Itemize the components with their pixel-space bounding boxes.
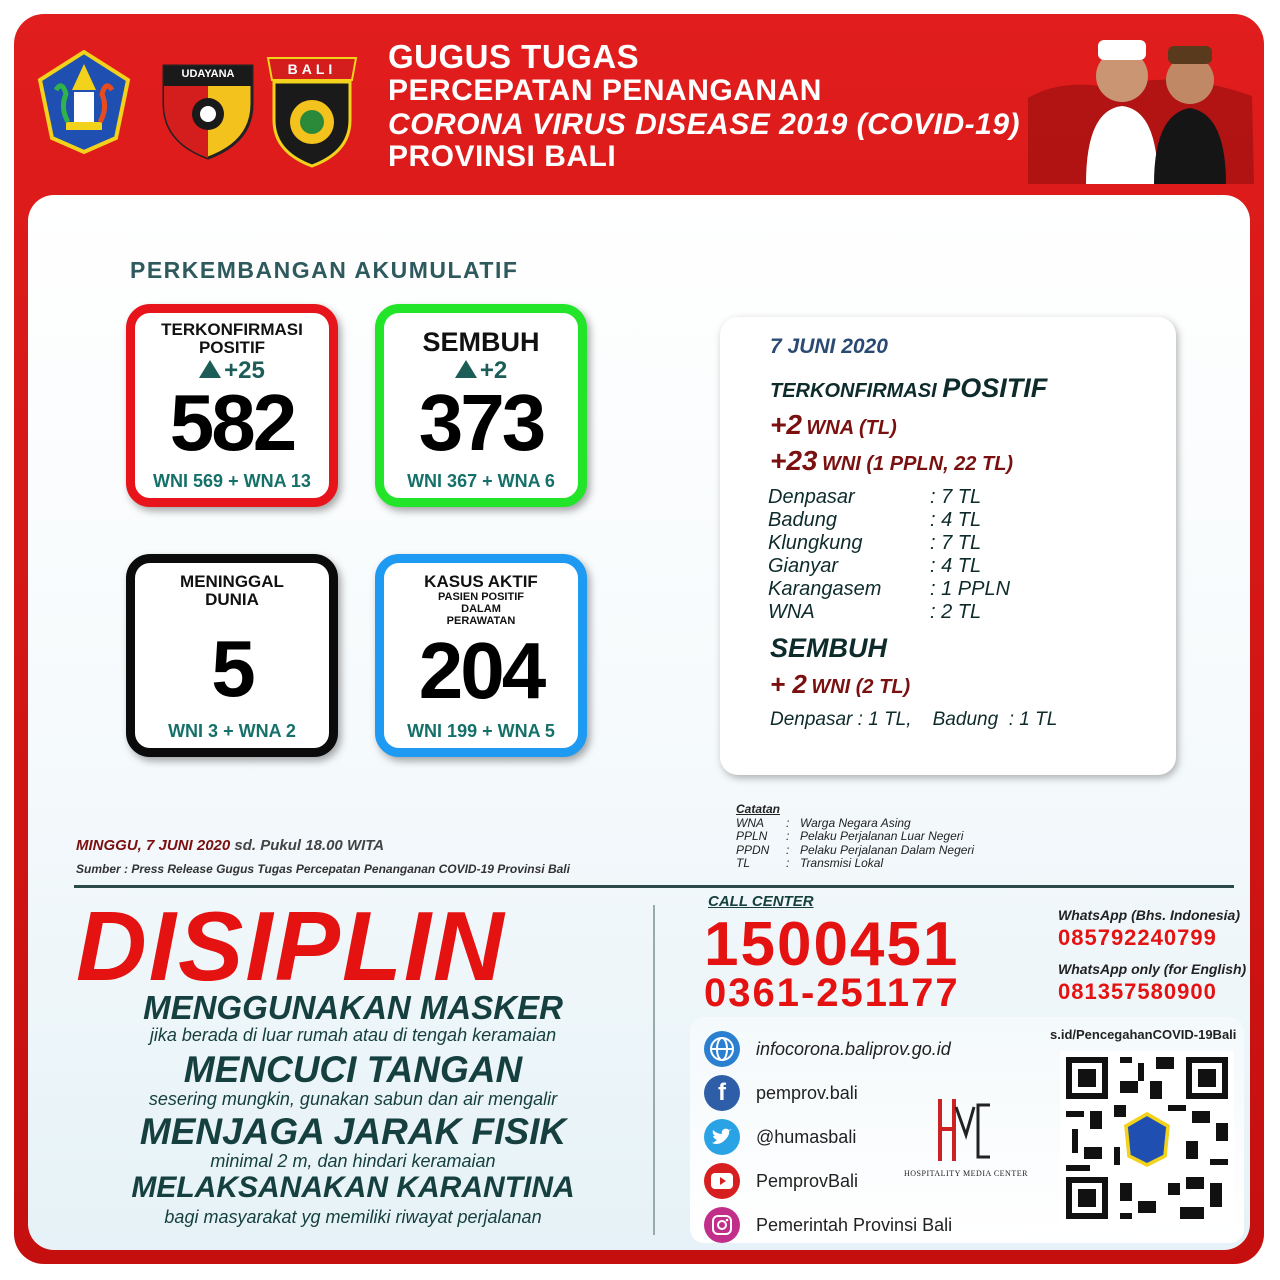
daily-update-box	[720, 317, 1176, 775]
sembuh-heading: SEMBUH	[770, 633, 888, 663]
note-row: WNA : Warga Negara Asing	[736, 815, 911, 830]
sembuh-wni-line: + 2 WNI (2 TL)	[770, 669, 911, 699]
poster-frame	[14, 14, 1264, 1264]
card-positif-foot: WNI 569 + WNA 13	[153, 471, 311, 491]
twitter-icon	[704, 1119, 740, 1155]
whatsapp-english-label: WhatsApp only (for English)	[1058, 961, 1247, 977]
rule-heading: MELAKSANAKAN KARANTINA	[131, 1171, 575, 1204]
card-aktif-value: 204	[418, 626, 544, 715]
globe-icon	[704, 1031, 740, 1067]
card-meninggal-foot: WNI 3 + WNA 2	[168, 721, 296, 741]
header-line-3: CORONA VIRUS DISEASE 2019 (COVID-19)	[388, 108, 1021, 141]
card-meninggal-value: 5	[211, 624, 253, 713]
qr-url[interactable]: s.id/PencegahanCOVID-19Bali	[1050, 1027, 1237, 1042]
governor-portraits	[1022, 18, 1258, 188]
abbreviation-notes	[736, 803, 974, 871]
district-row: Gianyar : 4 TL	[768, 555, 982, 577]
sembuh-detail: Denpasar : 1 TL, Badung : 1 TL	[770, 709, 1058, 730]
udayana-logo	[160, 52, 256, 160]
horizontal-divider	[74, 885, 1234, 888]
report-date-line: MINGGU, 7 JUNI 2020 sd. Pukul 18.00 WITA	[76, 837, 385, 854]
card-meninggal-dunia	[126, 554, 338, 757]
card-sembuh-delta: +2	[384, 359, 578, 383]
notes-title: Catatan	[736, 802, 781, 816]
district-row: Klungkung : 7 TL	[768, 532, 982, 554]
call-center-number-2[interactable]: 0361-251177	[704, 971, 960, 1015]
positif-wna-line: +2 WNA (TL)	[770, 409, 897, 440]
instagram-icon	[704, 1207, 740, 1243]
card-meninggal-title: MENINGGAL DUNIA	[180, 572, 284, 609]
note-row: PPLN : Pelaku Perjalanan Luar Negeri	[736, 829, 964, 843]
bali-province-logo	[36, 50, 132, 154]
card-kasus-aktif	[375, 554, 587, 757]
district-row: Denpasar : 7 TL	[768, 486, 982, 508]
header-line-1: GUGUS TUGAS	[388, 38, 640, 75]
up-triangle-icon	[455, 360, 477, 378]
rule-subtext: minimal 2 m, dan hindari keramaian	[210, 1151, 496, 1171]
rule-subtext: jika berada di luar rumah atau di tengah keramaian	[149, 1025, 557, 1045]
up-triangle-icon	[199, 360, 221, 378]
bali-police-logo-text: BALI	[287, 61, 337, 77]
card-sembuh-value: 373	[418, 378, 544, 467]
disiplin-title: DISIPLIN	[76, 891, 506, 1001]
district-row: Karangasem : 1 PPLN	[768, 578, 1011, 600]
card-sembuh-foot: WNI 367 + WNA 6	[407, 471, 555, 491]
card-positif-value: 582	[169, 378, 295, 467]
note-row: TL : Transmisi Lokal	[736, 856, 884, 870]
call-center-label: CALL CENTER	[708, 893, 814, 910]
card-positif-title: TERKONFIRMASI POSITIF	[161, 320, 303, 357]
hmc-logo	[930, 1095, 994, 1165]
card-sembuh-title: SEMBUH	[422, 327, 540, 357]
positif-heading: TERKONFIRMASI POSITIF	[770, 373, 1048, 403]
youtube-icon	[704, 1163, 740, 1199]
whatsapp-english-number[interactable]: 081357580900	[1058, 979, 1217, 1004]
vertical-divider	[653, 905, 655, 1235]
facebook-icon: f	[704, 1075, 740, 1111]
udayana-logo-text: UDAYANA	[181, 68, 235, 80]
card-aktif-subtitle: PASIEN POSITIF DALAM PERAWATAN	[438, 591, 524, 627]
district-row: Badung : 4 TL	[768, 509, 982, 531]
whatsapp-indonesia-label: WhatsApp (Bhs. Indonesia)	[1058, 907, 1240, 923]
note-row: PPDN : Pelaku Perjalanan Dalam Negeri	[736, 842, 975, 857]
card-aktif-title: KASUS AKTIF	[424, 572, 538, 591]
district-row: WNA : 2 TL	[768, 601, 982, 623]
update-date: 7 JUNI 2020	[770, 335, 888, 358]
hmc-caption: HOSPITALITY MEDIA CENTER	[904, 1169, 1028, 1178]
rule-subtext: bagi masyarakat yg memiliki riwayat perjalanan	[164, 1207, 542, 1227]
whatsapp-indonesia-number[interactable]: 085792240799	[1058, 925, 1217, 950]
header-line-4: PROVINSI BALI	[388, 140, 617, 173]
rule-heading: MENCUCI TANGAN	[183, 1049, 523, 1090]
rule-heading: MENGGUNAKAN MASKER	[143, 989, 563, 1026]
source-line: Sumber : Press Release Gugus Tugas Percepatan Penanganan COVID-19 Provinsi Bali	[76, 862, 570, 876]
rule-subtext: sesering mungkin, gunakan sabun dan air mengalir	[148, 1089, 558, 1109]
qr-code-icon[interactable]	[1060, 1051, 1234, 1225]
call-center-number-1[interactable]: 1500451	[704, 910, 960, 979]
card-aktif-foot: WNI 199 + WNA 5	[407, 721, 555, 741]
content-panel: PERKEMBANGAN AKUMULATIF TERKONFIRMASI POSITIF +25 582 WNI 569 + WNA 13 SEMBUH +2 373 WNI 367 + WNA 6 MENINGGAL DUNIA 5 WNI 3 + WNA 2 KASUS AKTIF PASIEN POSITIF DALAM PERAWATAN 204 WNI 199 + WNA 5 7 JUNI 2020 TERKONFIRMASI POSITIF +2 WNA (TL) +23 WNI (1 PPLN, 22 TL) Denpasar : 7 TL Badung : 4 TL Klungkung : 7 TL Gianyar : 4 TL Karangasem : 1 PPLN WNA : 2 TL SEMBUH + 2 WNI (2 TL) Denpasar : 1 TL, Badung : 1 TL MINGGU, 7 JUNI 2020 sd. Pukul 18.00 WITA Sumber : Press Release Gugus Tugas Percepatan Penanganan COVID-19 Provinsi Bali Catatan WNA : Warga Negara Asing PPLN : Pelaku Perjalanan Luar Negeri PPDN : Pelaku Perjalanan Dalam Negeri TL : Transmisi Lokal DISIPLIN MENGGUNAKAN MASKER jika berada di luar rumah atau di tengah keramaian MENCUCI TANGAN sesering mungkin, gunakan sabun dan air mengalir MENJAGA JARAK FISIK minimal 2 m, dan hindari keramaian MELAKSANAKAN KARANTINA bagi masyarakat yg memiliki riwayat perjalanan CALL CENTER 1500451 0361-251177 WhatsApp (Bhs. Indonesia) 085792240799 WhatsApp only (for English) 081357580900 infocorona.baliprov.go.id f pemprov.bali @humasbali PemprovBali Pemerintah Provinsi Bali HOSPITALITY MEDIA CENTER s.id/PencegahanCOVID-19Bali	[28, 195, 1250, 1250]
section-title: PERKEMBANGAN AKUMULATIF	[130, 257, 519, 283]
rule-heading: MENJAGA JARAK FISIK	[139, 1111, 567, 1152]
positif-wni-line: +23 WNI (1 PPLN, 22 TL)	[770, 445, 1014, 476]
card-positif-delta: +25	[135, 359, 329, 383]
card-terkonfirmasi-positif	[126, 304, 338, 507]
card-sembuh	[375, 304, 587, 507]
header-line-2: PERCEPATAN PENANGANAN	[388, 74, 822, 107]
bali-police-logo	[264, 50, 360, 168]
